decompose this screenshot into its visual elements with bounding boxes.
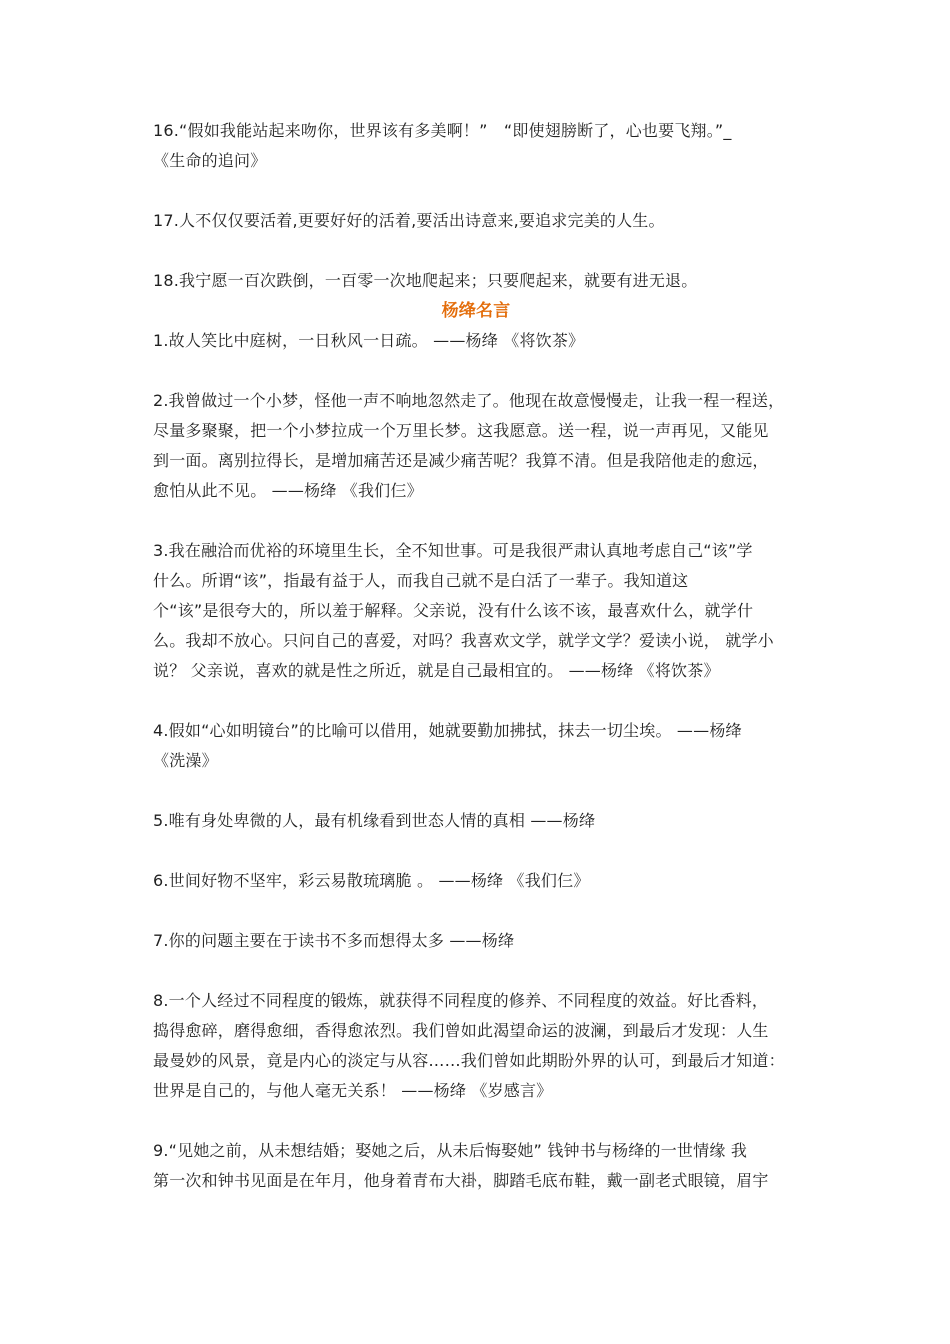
text-line: 18.我宁愿一百次跌倒，一百零一次地爬起来；只要爬起来，就要有进无退。 xyxy=(153,271,698,290)
text-line: 8.一个人经过不同程度的锻炼，就获得不同程度的修养、不同程度的效益。好比香料， xyxy=(153,991,769,1010)
text-line: 4.假如“心如明镜台”的比喻可以借用，她就要勤加拂拭，抹去一切尘埃。 ——杨绛 xyxy=(153,721,742,740)
text-line: 第一次和钟书见面是在年月，他身着青布大褂，脚踏毛底布鞋，戴一副老式眼镜，眉宇 xyxy=(153,1171,769,1190)
text-line: 到一面。离别拉得长，是增加痛苦还是减少痛苦呢？我算不清。但是我陪他走的愈远， xyxy=(153,451,769,470)
text-line: 尽量多聚聚，把一个小梦拉成一个万里长梦。这我愿意。送一程，说一声再见，又能见 xyxy=(153,421,769,440)
text-line: 愈怕从此不见。 ——杨绛 《我们仨》 xyxy=(153,481,423,500)
text-line: 什么。所谓“该”，指最有益于人，而我自己就不是白活了一辈子。我知道这 xyxy=(153,571,689,590)
text-line: 《生命的追问》 xyxy=(153,151,267,170)
text-line: 6.世间好物不坚牢，彩云易散琉璃脆 。 ——杨绛 《我们仨》 xyxy=(153,871,590,890)
text-line: 捣得愈碎，磨得愈细，香得愈浓烈。我们曾如此渴望命运的波澜，到最后才发现：人生 xyxy=(153,1021,769,1040)
paragraph-17 xyxy=(153,206,799,236)
paragraph-16 xyxy=(153,116,799,176)
text-line: 个“该”是很夸大的，所以羞于解释。父亲说，没有什么该不该，最喜欢什么，就学什 xyxy=(153,601,754,620)
text-line: 1.故人笑比中庭树，一日秋风一日疏。 ——杨绛 《将饮茶》 xyxy=(153,331,585,350)
quote-9 xyxy=(153,1136,799,1196)
text-line: 世界是自己的，与他人毫无关系！ ——杨绛 《岁感言》 xyxy=(153,1081,553,1100)
text-line: 7.你的问题主要在于读书不多而想得太多 ——杨绛 xyxy=(153,931,515,950)
quote-3 xyxy=(153,536,799,686)
document-body xyxy=(153,116,799,1196)
quote-6 xyxy=(153,866,799,896)
text-line: 16.“假如我能站起来吻你，世界该有多美啊！” “即使翅膀断了，心也要飞翔。”_ xyxy=(153,121,732,140)
text-line: 么。我却不放心。只问自己的喜爱，对吗？我喜欢文学，就学文学？爱读小说， 就学小 xyxy=(153,631,774,650)
quote-8 xyxy=(153,986,799,1106)
text-line: 最曼妙的风景，竟是内心的淡定与从容……我们曾如此期盼外界的认可，到最后才知道： xyxy=(153,1051,785,1070)
quote-1 xyxy=(153,326,799,356)
text-line: 9.“见她之前，从未想结婚；娶她之后，从未后悔娶她” 钱钟书与杨绛的一世情缘 我 xyxy=(153,1141,748,1160)
quote-2 xyxy=(153,386,799,506)
text-line: 17.人不仅仅要活着,更要好好的活着,要活出诗意来,要追求完美的人生。 xyxy=(153,211,665,230)
text-line: 说？ 父亲说，喜欢的就是性之所近，就是自己最相宜的。 ——杨绛 《将饮茶》 xyxy=(153,661,720,680)
quote-5 xyxy=(153,806,799,836)
text-line: 3.我在融洽而优裕的环境里生长，全不知世事。可是我很严肃认真地考虑自己“该”学 xyxy=(153,541,753,560)
text-line: 《洗澡》 xyxy=(153,751,218,770)
quote-7 xyxy=(153,926,799,956)
text-line: 2.我曾做过一个小梦，怪他一声不响地忽然走了。他现在故意慢慢走，让我一程一程送， xyxy=(153,391,785,410)
section-title: 杨绛名言 xyxy=(441,301,511,321)
text-line: 5.唯有身处卑微的人，最有机缘看到世态人情的真相 ——杨绛 xyxy=(153,811,596,830)
quote-4 xyxy=(153,716,799,776)
paragraph-18 xyxy=(153,266,799,296)
